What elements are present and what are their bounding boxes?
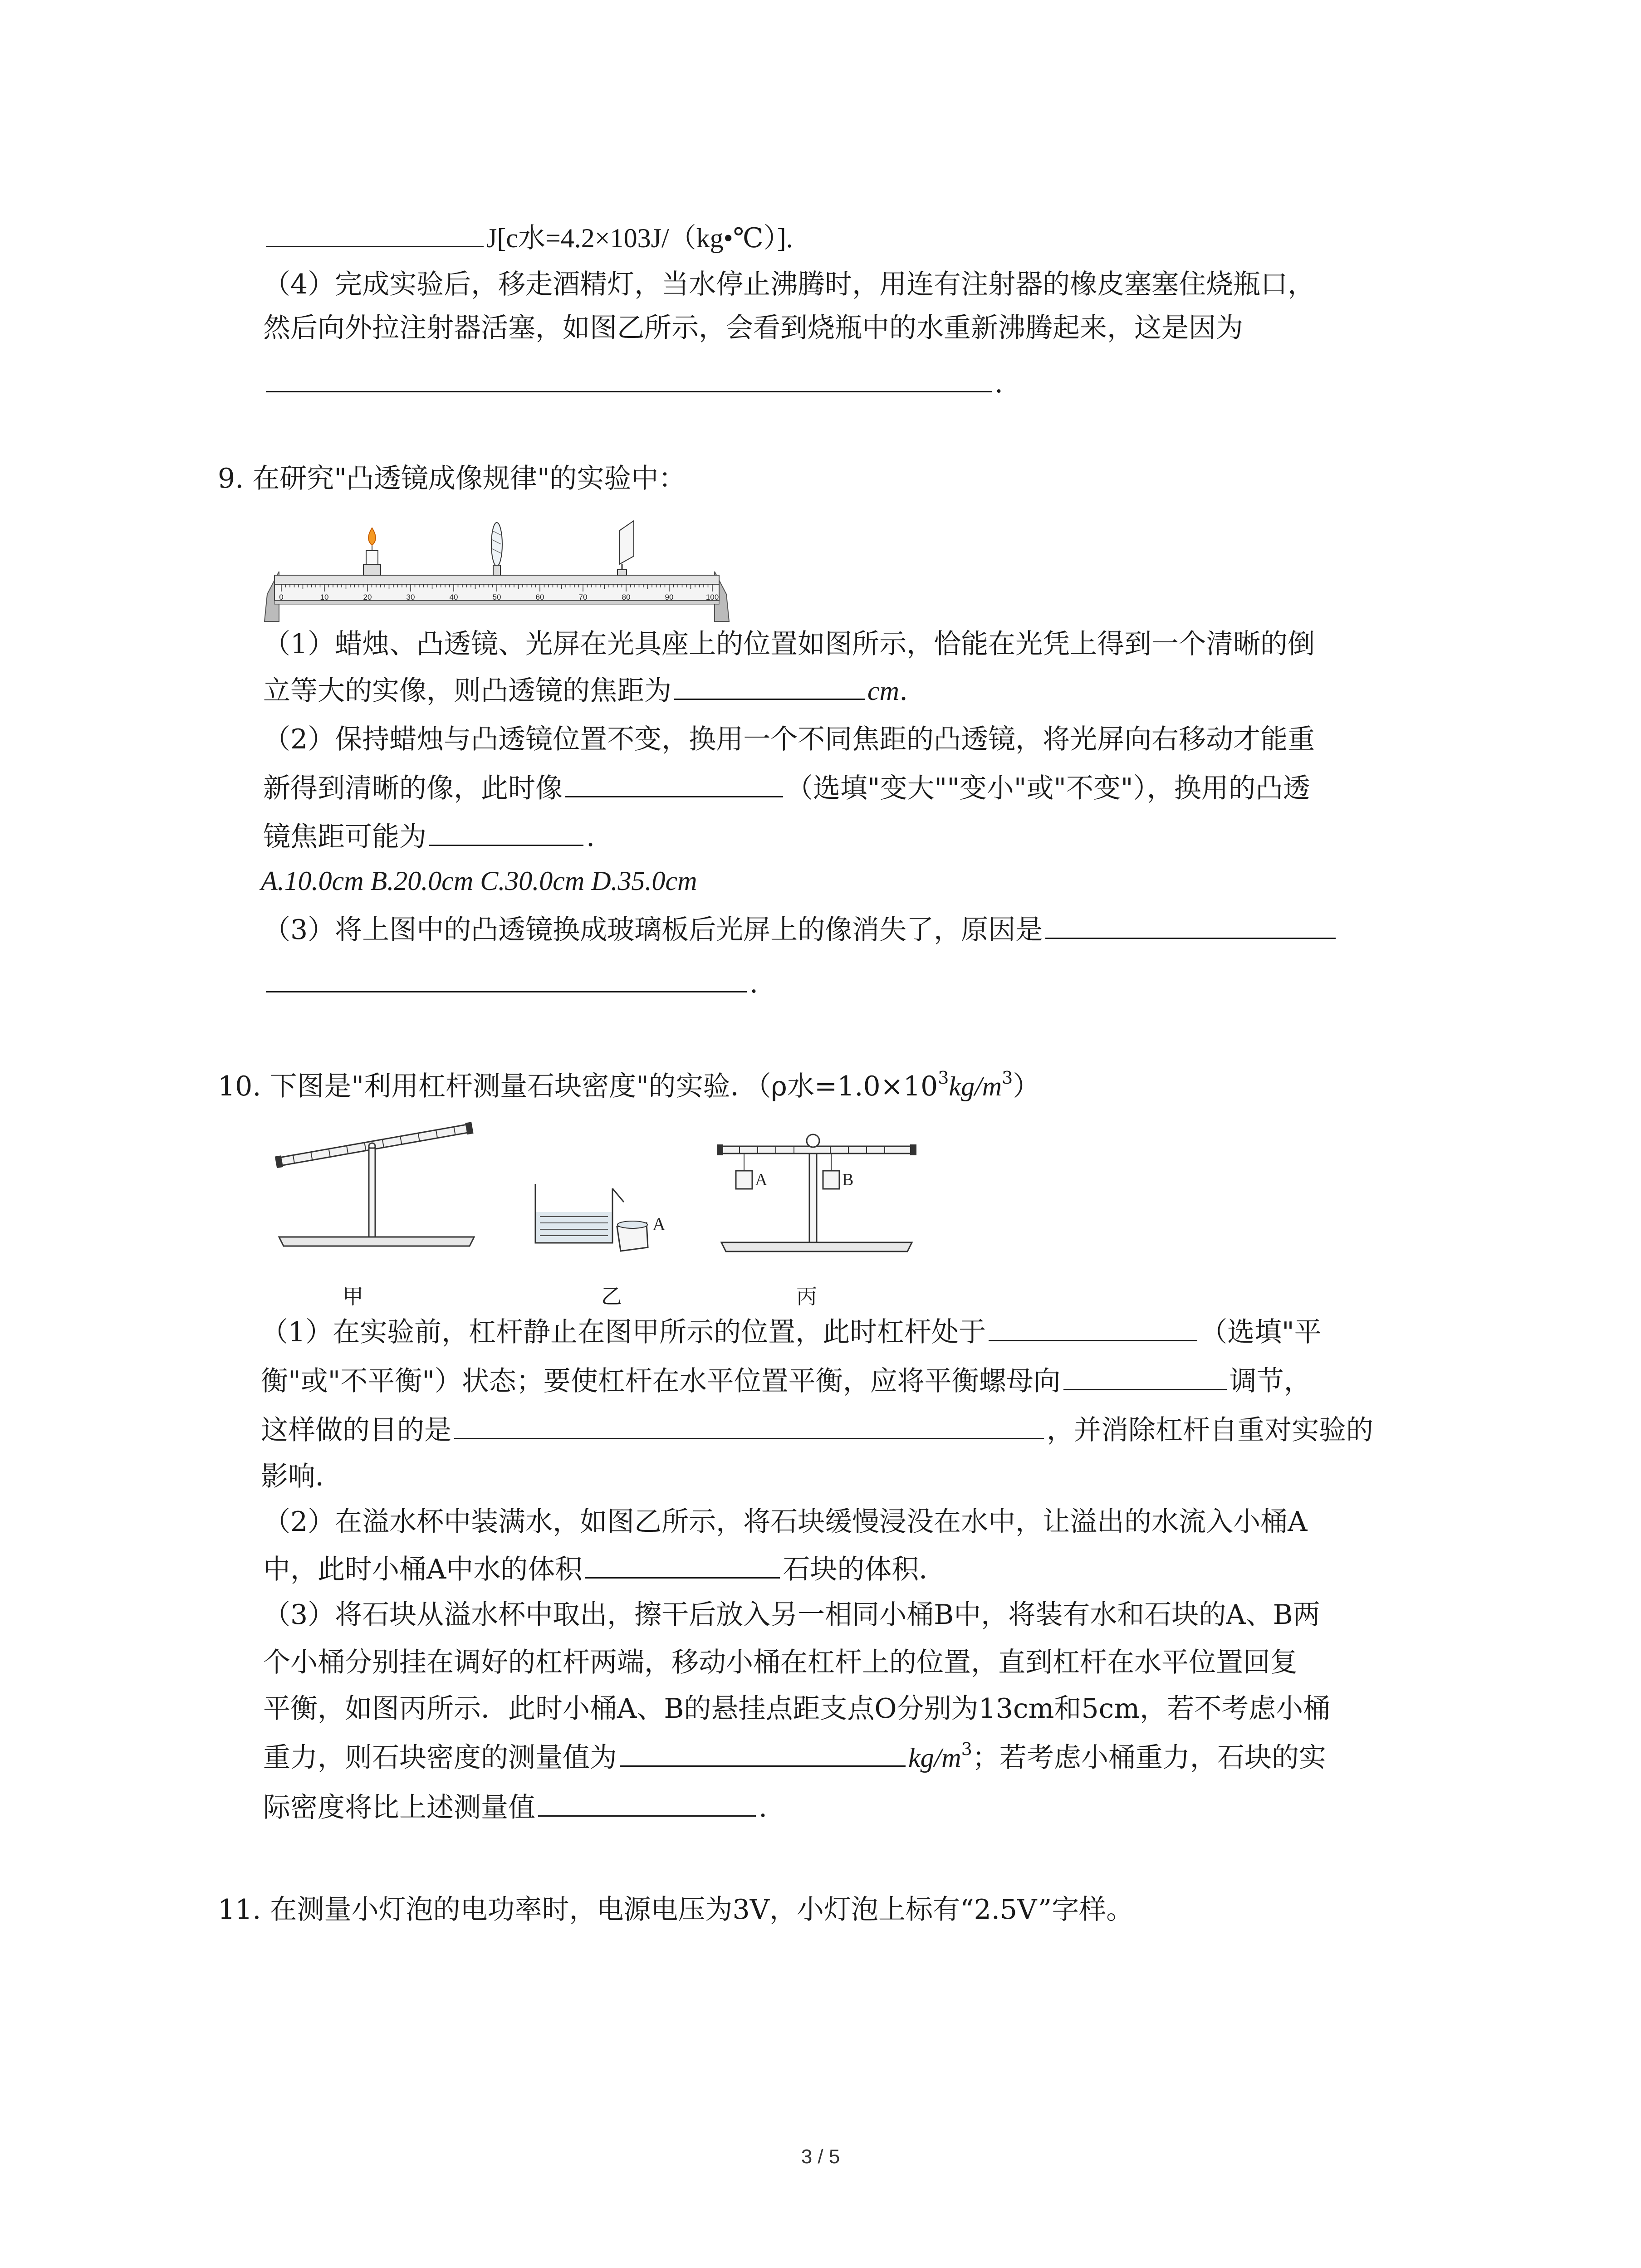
q9-part3-line1: （3）将上图中的凸透镜换成玻璃板后光屏上的像消失了，原因是 — [263, 909, 1338, 950]
q9-part3-line2: . — [263, 963, 758, 1004]
overflow-cup-figure-yi — [522, 1179, 676, 1259]
q9-part2-line1: （2）保持蜡烛与凸透镜位置不变，换用一个不同焦距的凸透镜，将光屏向右移动才能重 — [263, 723, 1315, 755]
figure-caption-yi: 乙 — [601, 1284, 622, 1309]
balanced-lever-figure-bing — [712, 1114, 926, 1259]
q10-part3-line3: 平衡，如图丙所示．此时小桶A、B的悬挂点距支点O分别为13cm和5cm，若不考虑小桶 — [263, 1693, 1331, 1725]
q9-part1-line1: （1）蜡烛、凸透镜、光屏在光具座上的位置如图所示，恰能在光凭上得到一个清晰的倒 — [263, 628, 1315, 660]
lever-state-blank[interactable] — [989, 1312, 1197, 1341]
q8-formula-line — [263, 218, 793, 259]
focal-length-blank[interactable] — [674, 670, 865, 700]
figure-caption-jia: 甲 — [343, 1284, 363, 1309]
bucket-b-label: B — [842, 1170, 854, 1189]
ruler-tick-label: 60 — [535, 593, 544, 601]
q10-part3-line1: （3）将石块从溢水杯中取出，擦干后放入另一相同小桶B中，将装有水和石块的A、B两 — [263, 1599, 1320, 1631]
reason-blank[interactable] — [1045, 909, 1336, 939]
q10-part3-line2: 个小桶分别挂在调好的杠杆两端，移动小桶在杠杆上的位置，直到杠杆在水平位置回复 — [263, 1647, 1298, 1678]
q10-part1-line3: 这样做的目的是 ，并消除杠杆自重对实验的 — [261, 1410, 1373, 1451]
ruler-tick-label: 30 — [406, 593, 415, 601]
ruler-tick-label: 90 — [665, 593, 674, 601]
bucket-a-label: A — [755, 1170, 768, 1189]
ruler-tick-label: 80 — [622, 593, 631, 601]
q10-part2-line2: 中，此时小桶A中水的体积 石块的体积． — [263, 1549, 946, 1590]
light-screen-icon — [617, 521, 634, 575]
optical-bench-figure — [261, 517, 733, 626]
q10-title: 10. 下图是"利用杠杆测量石块密度"的实验．（ρ水$=1.0\times 10^3kg/m^3$） — [218, 1068, 1040, 1102]
density-compare-blank[interactable] — [538, 1787, 756, 1817]
specific-heat-formula: J[c水=4.2×103J/（kg•℃）]. — [486, 223, 793, 253]
convex-lens-icon — [491, 523, 502, 575]
ruler-tick-label: 0 — [279, 593, 284, 601]
q9-options: A.10.0cm B.20.0cm C.30.0cm D.35.0cm — [261, 866, 697, 896]
candle-icon — [363, 528, 381, 575]
purpose-blank[interactable] — [454, 1410, 1044, 1439]
ruler-tick-label: 70 — [578, 593, 588, 601]
q9-part2-line3: 镜焦距可能为 . — [263, 816, 595, 857]
new-focal-length-blank[interactable] — [429, 816, 583, 846]
answer-blank[interactable] — [266, 218, 484, 247]
answer-blank[interactable] — [266, 363, 992, 392]
q10-part2-line1: （2）在溢水杯中装满水，如图乙所示，将石块缓慢浸没在水中，让溢出的水流入小桶A — [263, 1506, 1308, 1538]
density-blank[interactable] — [620, 1737, 906, 1767]
ruler-tick-label: 50 — [492, 593, 501, 601]
nut-direction-blank[interactable] — [1063, 1361, 1227, 1390]
q10-part1-line1: （1）在实验前，杠杆静止在图甲所示的位置，此时杠杆处于 （选填"平 — [261, 1312, 1322, 1353]
bucket-a-label: A — [652, 1214, 666, 1234]
q9-part2-line2: 新得到清晰的像，此时像 （选填"变大""变小"或"不变"），换用的凸透 — [263, 768, 1310, 809]
ruler-tick-label: 20 — [363, 593, 372, 601]
lever-figure-jia — [274, 1114, 488, 1254]
q8-part4-line3: . — [263, 363, 1003, 404]
image-size-blank[interactable] — [565, 768, 783, 797]
ruler-tick-label: 10 — [320, 593, 329, 601]
q9-title: 9. 在研究"凸透镜成像规律"的实验中： — [218, 463, 686, 494]
page-number: 3 / 5 — [801, 2146, 840, 2168]
q8-part4-line2: 然后向外拉注射器活塞，如图乙所示，会看到烧瓶中的水重新沸腾起来，这是因为 — [263, 312, 1243, 344]
ruler-tick-label: 40 — [449, 593, 458, 601]
q10-part1-line4: 影响． — [261, 1461, 343, 1492]
q10-part3-line5: 际密度将比上述测量值 . — [263, 1787, 767, 1828]
reason-blank-cont[interactable] — [266, 963, 747, 992]
ruler-tick-label: 100 — [705, 593, 719, 601]
q11-title: 11. 在测量小灯泡的电功率时，电源电压为3V，小灯泡上标有“2.5V”字样。 — [218, 1894, 1134, 1926]
q9-part1-line2: 立等大的实像，则凸透镜的焦距为 cm. — [263, 670, 908, 711]
figure-caption-bing: 丙 — [796, 1284, 817, 1309]
volume-compare-blank[interactable] — [585, 1549, 780, 1579]
q8-part4-line1: （4）完成实验后，移走酒精灯，当水停止沸腾时，用连有注射器的橡皮塞塞住烧瓶口， — [263, 269, 1315, 300]
q10-part3-line4: 重力，则石块密度的测量值为 $kg/m^3$；若考虑小桶重力，石块的实 — [263, 1737, 1326, 1778]
q10-part1-line2: 衡"或"不平衡"）状态；要使杠杆在水平位置平衡，应将平衡螺母向 调节， — [261, 1361, 1311, 1402]
